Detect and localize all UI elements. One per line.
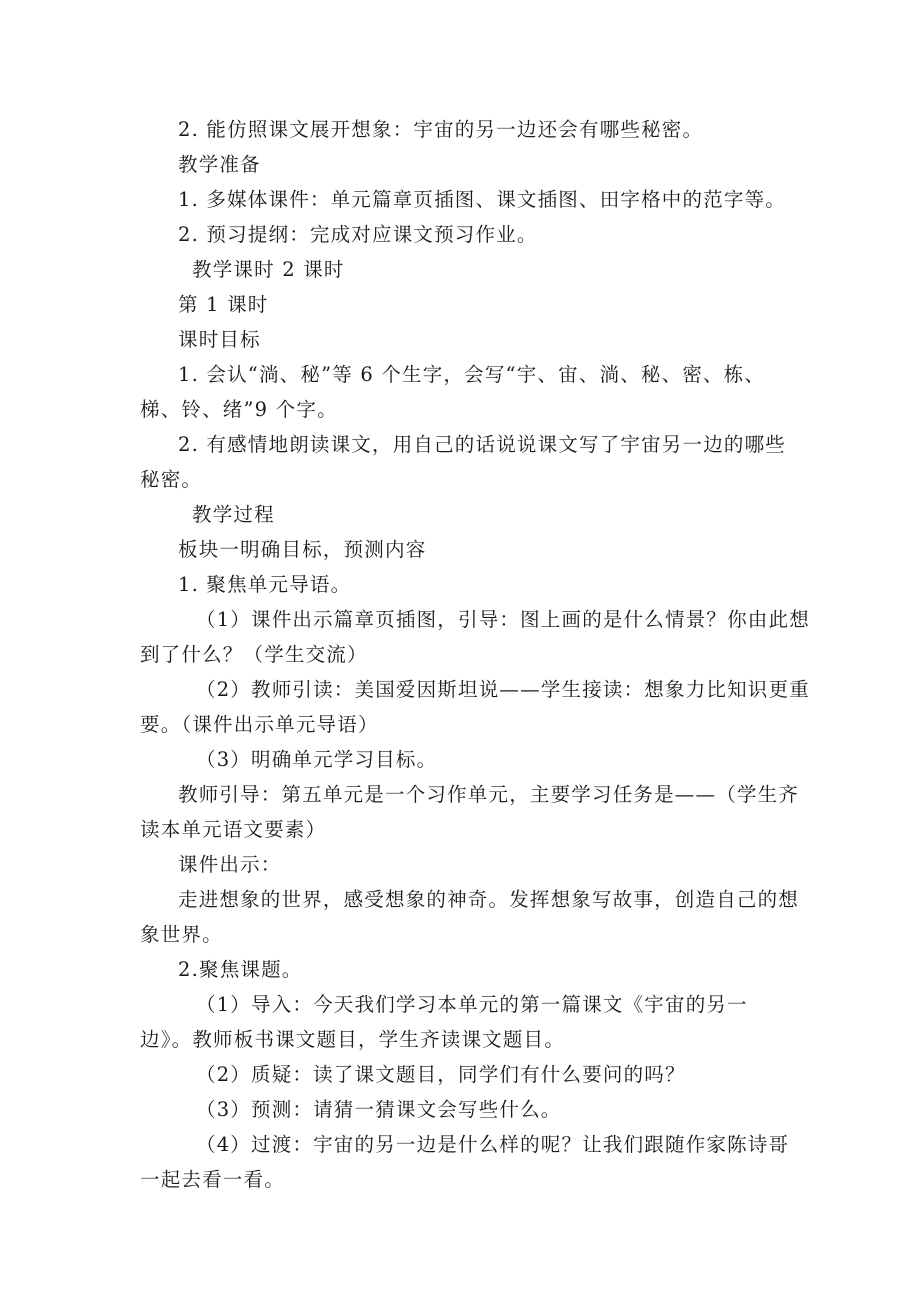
preparation-2: 2. 预习提纲：完成对应课文预习作业。 bbox=[178, 223, 538, 246]
step-2-item-3: （3）预测：请猜一猜课文会写些什么。 bbox=[196, 1098, 562, 1121]
teacher-guide: 教师引导：第五单元是一个习作单元，主要学习任务是——（学生齐 bbox=[178, 783, 800, 806]
heading-teaching-preparation: 教学准备 bbox=[178, 153, 261, 176]
lesson-objective-2-cont: 秘密。 bbox=[140, 468, 203, 491]
step-2-item-4: （4）过渡：宇宙的另一边是什么样的呢？让我们跟随作家陈诗哥 bbox=[196, 1133, 790, 1156]
step-1-item-1-cont: 到了什么？（学生交流） bbox=[140, 643, 368, 666]
unit-elements-cont: 象世界。 bbox=[140, 923, 223, 946]
objective-2: 2. 能仿照课文展开想象：宇宙的另一边还会有哪些秘密。 bbox=[178, 118, 704, 141]
unit-elements: 走进想象的世界，感受想象的神奇。发挥想象写故事，创造自己的想 bbox=[178, 888, 800, 911]
step-1-item-1: （1）课件出示篇章页插图，引导：图上画的是什么情景？你由此想 bbox=[196, 608, 810, 631]
step-1-item-2-cont: 要。（课件出示单元导语） bbox=[140, 713, 379, 736]
step-2-item-2: （2）质疑：读了课文题目，同学们有什么要问的吗？ bbox=[196, 1063, 686, 1086]
step-1-item-2: （2）教师引读：美国爱因斯坦说——学生接读：想象力比知识更重 bbox=[196, 678, 810, 701]
step-2-item-1: （1）导入：今天我们学习本单元的第一篇课文《宇宙的另一 bbox=[196, 993, 748, 1016]
step-2-item-1-cont: 边》。教师板书课文题目，学生齐读课文题目。 bbox=[140, 1028, 565, 1051]
step-2-item-4-cont: 一起去看一看。 bbox=[140, 1168, 285, 1191]
lesson-objective-1-cont: 梯、铃、绪”9 个字。 bbox=[140, 398, 338, 421]
preparation-1: 1. 多媒体课件：单元篇章页插图、课文插图、田字格中的范字等。 bbox=[178, 188, 787, 211]
step-1-item-3: （3）明确单元学习目标。 bbox=[196, 748, 438, 771]
heading-teaching-process: 教学过程 bbox=[192, 503, 275, 526]
lesson-objective-2: 2. 有感情地朗读课文，用自己的话说说课文写了宇宙另一边的哪些 bbox=[178, 433, 787, 456]
heading-class-hours: 教学课时 2 课时 bbox=[192, 258, 345, 281]
step-1: 1. 聚焦单元导语。 bbox=[178, 573, 352, 596]
teacher-guide-cont: 读本单元语文要素） bbox=[140, 818, 327, 841]
section-1-title: 板块一明确目标，预测内容 bbox=[178, 538, 427, 561]
heading-lesson-objectives: 课时目标 bbox=[178, 328, 261, 351]
step-2: 2.聚焦课题。 bbox=[178, 958, 303, 981]
courseware-show: 课件出示： bbox=[178, 853, 282, 876]
lesson-objective-1: 1. 会认“淌、秘”等 6 个生字，会写“宇、宙、淌、秘、密、栋、 bbox=[178, 363, 766, 386]
heading-lesson-1: 第 1 课时 bbox=[178, 293, 269, 316]
